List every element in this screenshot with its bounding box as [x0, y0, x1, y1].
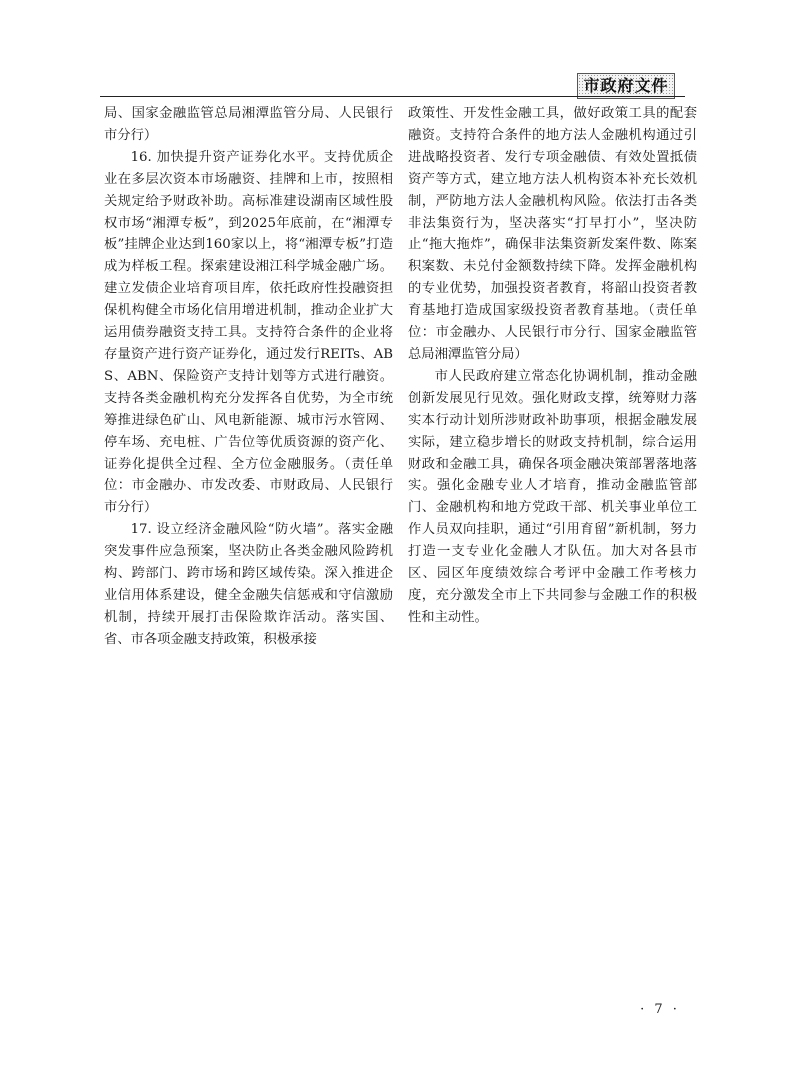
paragraph-item-17-continuation: 政策性、开发性金融工具，做好政策工具的配套融资。支持符合条件的地方法人金融机构通过引进战略投资者、发行专项金融债、有效处置抵债资产等方式，建立地方法人机构资本补充长效机制，严防地方法人金融机构风险。依法打击各类非法集资行为，坚决落实“打早打小”，坚决防止“拖大拖炸”，确保非法集资新发案件数、陈案积案数、未兑付金额数持续下降。发挥金融机构的专业优势，加强投资者教育，将韶山投资者教育基地打造成国家级投资者教育基地。（责任单位：市金融办、人民银行市分行、国家金融监管总局湘潭监管分局）: [408, 106, 697, 362]
paragraph-coordination-mechanism: 市人民政府建立常态化协调机制，推动金融创新发展见行见效。强化财政支撑，统筹财力落实本行动计划所涉财政补助事项，根据金融发展实际，建立稳步增长的财政支持机制，综合运用财政和金融工具，确保各项金融决策部署落地落实。强化金融专业人才培育，推动金融监管部门、金融机构和地方党政干部、机关事业单位工作人员双向挂职，通过“引用育留”新机制，努力打造一支专业化金融人才队伍。加大对各县市区、园区年度绩效综合考评中金融工作考核力度，充分激发全市上下共同参与金融工作的积极性和主动性。: [408, 368, 697, 625]
right-column: [408, 103, 697, 629]
paragraph-item-17: 17. 设立经济金融风险“防火墙”。落实金融突发事件应急预案，坚决防止各类金融风险跨机构、跨部门、跨市场和跨区域传染。深入推进企业信用体系建设，健全金融失信惩戒和守信激励机制，持续开展打击保险欺诈活动。落实国、省、市各项金融支持政策，积极承接: [104, 522, 393, 647]
left-column: [104, 103, 393, 651]
paragraph-continuation: 局、国家金融监管总局湘潭监管分局、人民银行市分行）: [104, 106, 393, 143]
paragraph-item-16: 16. 加快提升资产证券化水平。支持优质企业在多层次资本市场融资、挂牌和上市，按照相关规定给予财政补助。高标准建设湖南区域性股权市场“湘潭专板”，到2025年底前，在“湘潭专板”挂牌企业达到160家以上，将“湘潭专板”打造成为样板工程。探索建设湘江科学城金融广场。建立发债企业培育项目库，依托政府性投融资担保机构健全市场化信用增进机制，推动企业扩大运用债券融资支持工具。支持符合条件的企业将存量资产进行资产证券化，通过发行REITs、ABS、ABN、保险资产支持计划等方式进行融资。支持各类金融机构充分发挥各自优势，为全市统筹推进绿色矿山、风电新能源、城市污水管网、停车场、充电桩、广告位等优质资源的资产化、证券化提供全过程、全方位金融服务。（责任单位：市金融办、市发改委、市财政局、人民银行市分行）: [104, 149, 393, 516]
page-number: · 7 ·: [640, 1002, 680, 1017]
section-tag: 市政府文件: [577, 73, 675, 99]
header-rule: [100, 96, 685, 97]
